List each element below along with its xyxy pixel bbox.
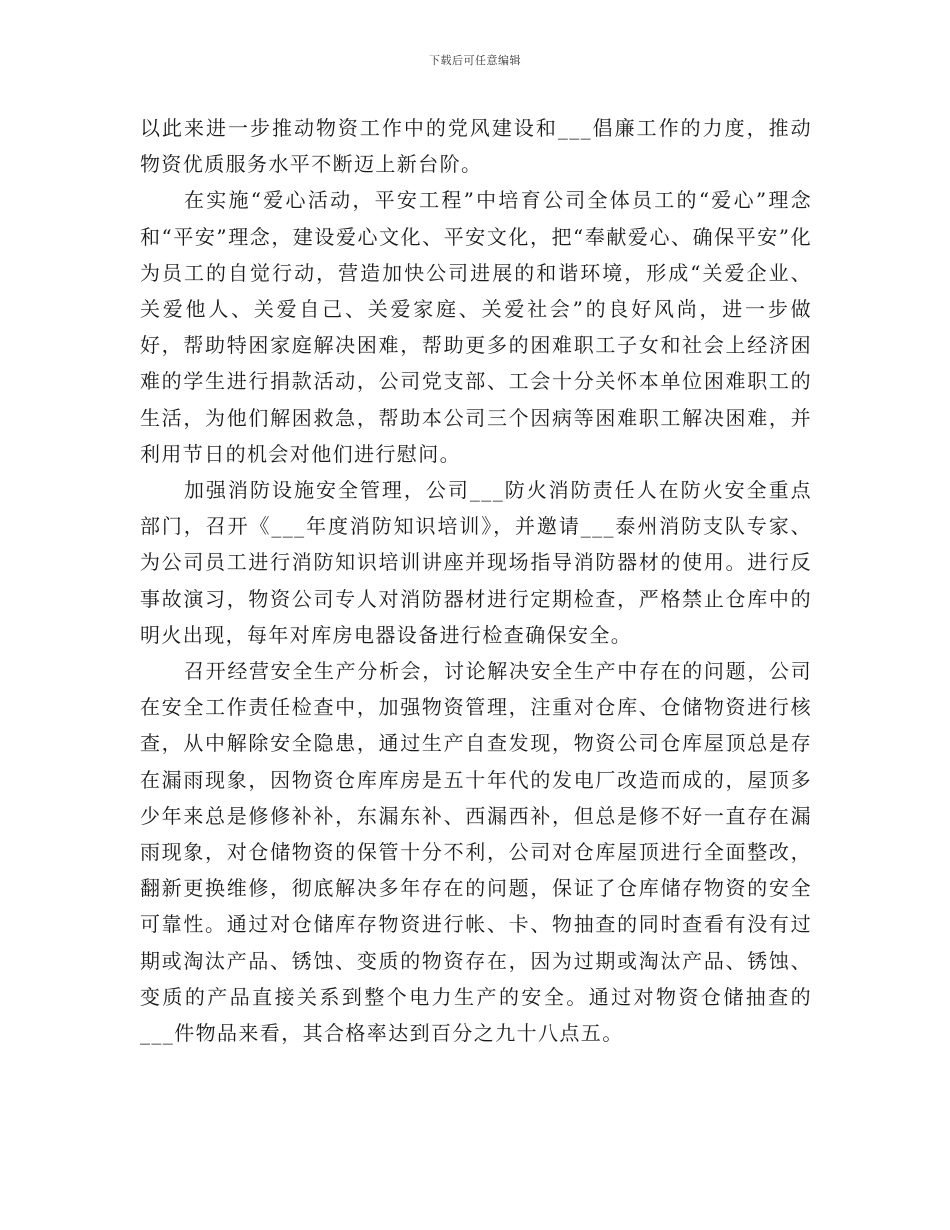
document-body [140,110,812,1051]
paragraph-2: 在实施“爱心活动，平安工程”中培育公司全体员工的“爱心”理念和“平安”理念，建设爱心文化、平安文化，把“奉献爱心、确保平安”化为员工的自觉行动，营造加快公司进展的和谐环境，形成“关爱企业、关爱他人、关爱自己、关爱家庭、关爱社会”的良好风尚，进一步做好，帮助特困家庭解决困难，帮助更多的困难职工子女和社会上经济困难的学生进行捐款活动，公司党支部、工会十分关怀本单位困难职工的生活，为他们解困救急，帮助本公司三个因病等困难职工解决困难，并利用节日的机会对他们进行慰问。 [140,188,812,466]
paragraph-3: 加强消防设施安全管理，公司___防火消防责任人在防火安全重点部门，召开《___年度消防知识培训》，并邀请___泰州消防支队专家、为公司员工进行消防知识培训讲座并现场指导消防器材的使用。进行反事故演习，物资公司专人对消防器材进行定期检查，严格禁止仓库中的明火出现，每年对库房电器设备进行检查确保安全。 [140,478,812,647]
paragraph-1: 以此来进一步推动物资工作中的党风建设和___倡廉工作的力度，推动物资优质服务水平不断迈上新台阶。 [140,116,812,177]
page-header: 下载后可任意编辑 [429,54,521,67]
paragraph-4: 召开经营安全生产分析会，讨论解决安全生产中存在的问题，公司在安全工作责任检查中，加强物资管理，注重对仓库、仓储物资进行核查，从中解除安全隐患，通过生产自查发现，物资公司仓库屋顶总是存在漏雨现象，因物资仓库库房是五十年代的发电厂改造而成的，屋顶多少年来总是修修补补，东漏东补、西漏西补，但总是修不好一直存在漏雨现象，对仓储物资的保管十分不利，公司对仓库屋顶进行全面整改，翻新更换维修，彻底解决多年存在的问题，保证了仓库储存物资的安全可靠性。通过对仓储库存物资进行帐、卡、物抽查的同时查看有没有过期或淘汰产品、锈蚀、变质的物资存在，因为过期或淘汰产品、锈蚀、变质的产品直接关系到整个电力生产的安全。通过对物资仓储抽查的___件物品来看，其合格率达到百分之九十八点五。 [140,659,812,1046]
